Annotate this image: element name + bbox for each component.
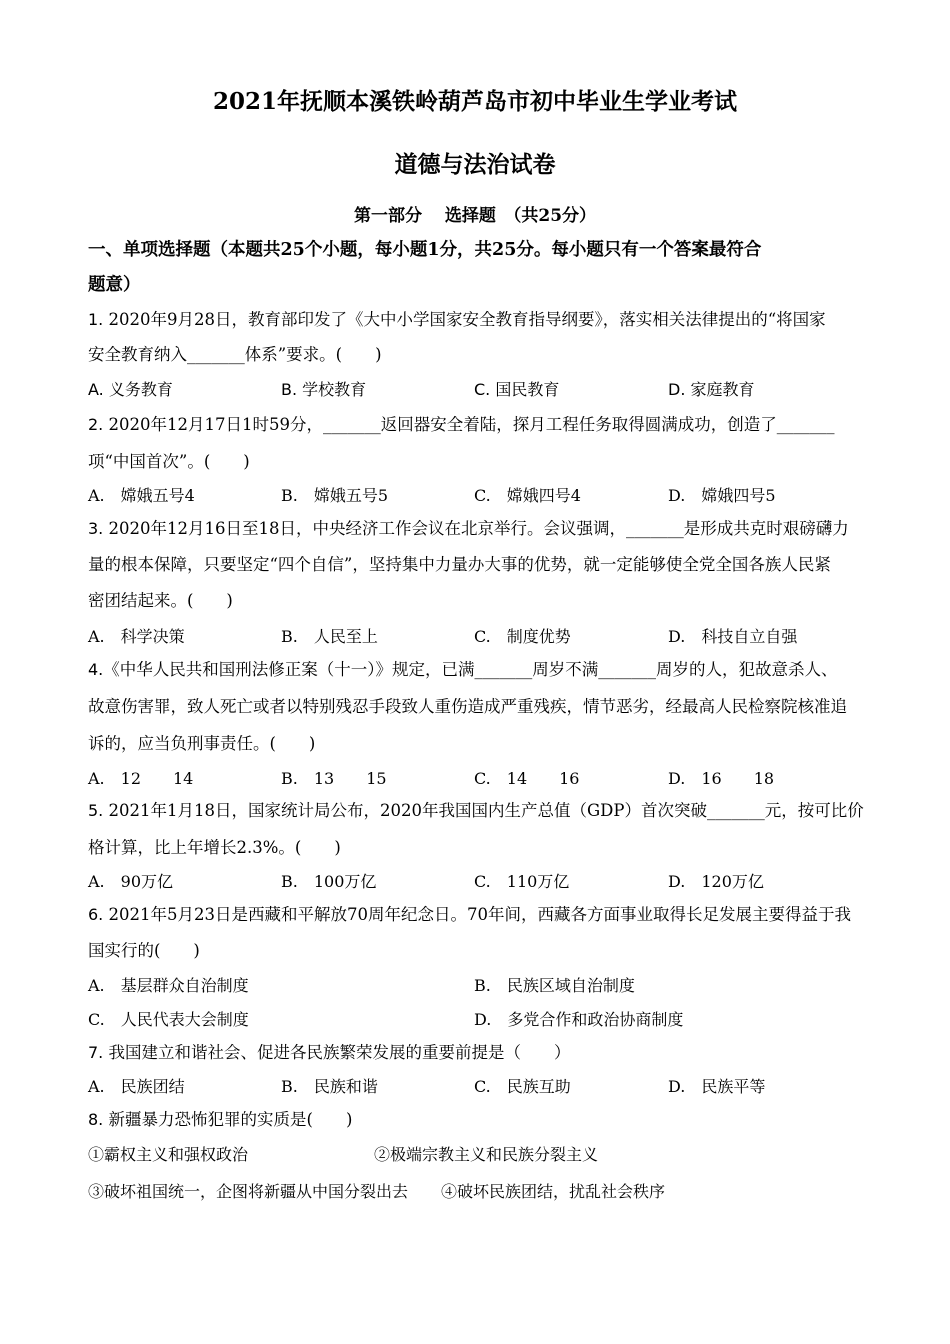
question-number: 5. bbox=[88, 801, 104, 820]
q7-option-d[interactable]: D. 民族平等 bbox=[668, 1077, 766, 1096]
question-3-line-3: 密团结起来。( ) bbox=[88, 591, 233, 610]
q4-option-a[interactable]: A. 12 14 bbox=[88, 769, 194, 788]
question-number: 2. bbox=[88, 415, 104, 434]
q4-option-d[interactable]: D. 16 18 bbox=[668, 769, 775, 788]
question-1-line-2: 安全教育纳入_______体系”要求。( ) bbox=[88, 345, 382, 364]
question-text: 《中华人民共和国刑法修正案（十一）》规定，已满_______周岁不满_______周岁的人，犯故意杀人、 bbox=[103, 660, 838, 679]
question-number: 6. bbox=[88, 905, 104, 924]
q3-option-d[interactable]: D. 科技自立自强 bbox=[668, 627, 798, 646]
q7-option-b[interactable]: B. 民族和谐 bbox=[281, 1077, 378, 1096]
q2-option-c[interactable]: C. 嫦娥四号4 bbox=[474, 486, 581, 505]
q6-option-d[interactable]: D. 多党合作和政治协商制度 bbox=[474, 1010, 684, 1029]
question-6 bbox=[88, 905, 851, 925]
question-text: 2021年1月18日，国家统计局公布，2020年我国国内生产总值（GDP）首次突破_______元，按可比价 bbox=[103, 801, 864, 820]
q5-option-c[interactable]: C. 110万亿 bbox=[474, 872, 570, 891]
instructions-line-2: 题意） bbox=[88, 275, 141, 295]
q5-option-d[interactable]: D. 120万亿 bbox=[668, 872, 764, 891]
q1-option-a[interactable]: A. 义务教育 bbox=[88, 380, 173, 399]
question-number: 8. bbox=[88, 1110, 104, 1129]
q3-option-b[interactable]: B. 人民至上 bbox=[281, 627, 378, 646]
question-4-line-2: 故意伤害罪，致人死亡或者以特别残忍手段致人重伤造成严重残疾，情节恶劣，经最高人民检察院核准追 bbox=[88, 697, 847, 716]
q2-option-a[interactable]: A. 嫦娥五号4 bbox=[88, 486, 195, 505]
q4-option-b[interactable]: B. 13 15 bbox=[281, 769, 387, 788]
q2-option-b[interactable]: B. 嫦娥五号5 bbox=[281, 486, 389, 505]
q7-option-c[interactable]: C. 民族互助 bbox=[474, 1077, 571, 1096]
question-5-line-2: 格计算，比上年增长2.3%。( ) bbox=[88, 838, 341, 857]
question-5 bbox=[88, 801, 864, 821]
question-number: 3. bbox=[88, 519, 104, 538]
question-2 bbox=[88, 415, 835, 435]
question-4-line-3: 诉的，应当负刑事责任。( ) bbox=[88, 734, 316, 753]
q8-statement-2: ②极端宗教主义和民族分裂主义 bbox=[374, 1145, 599, 1164]
question-text: 2020年9月28日，教育部印发了《大中小学国家安全教育指导纲要》，落实相关法律提出的“将国家 bbox=[103, 310, 826, 329]
question-text: 2020年12月16日至18日，中央经济工作会议在北京举行。会议强调，_______是形成共克时艰磅礴力 bbox=[103, 519, 849, 538]
q3-option-c[interactable]: C. 制度优势 bbox=[474, 627, 571, 646]
question-2-line-2: 项“中国首次”。( ) bbox=[88, 452, 250, 471]
question-6-line-2: 国实行的( ) bbox=[88, 941, 200, 960]
question-number: 7. bbox=[88, 1043, 104, 1062]
exam-subject-title: 道德与法治试卷 bbox=[394, 151, 556, 178]
q2-option-d[interactable]: D. 嫦娥四号5 bbox=[668, 486, 776, 505]
q1-option-c[interactable]: C. 国民教育 bbox=[474, 380, 560, 399]
q4-option-c[interactable]: C. 14 16 bbox=[474, 769, 580, 788]
q8-statement-1: ①霸权主义和强权政治 bbox=[88, 1145, 249, 1164]
question-text: 2021年5月23日是西藏和平解放70周年纪念日。70年间，西藏各方面事业取得长足发展主要得益于我 bbox=[103, 905, 851, 924]
question-4 bbox=[88, 660, 838, 680]
q6-option-c[interactable]: C. 人民代表大会制度 bbox=[88, 1010, 249, 1029]
question-1 bbox=[88, 310, 826, 330]
q8-statement-4: ④破坏民族团结，扰乱社会秩序 bbox=[441, 1182, 666, 1201]
question-text: 新疆暴力恐怖犯罪的实质是( ) bbox=[103, 1110, 353, 1129]
question-3-line-2: 量的根本保障，只要坚定“四个自信”，坚持集中力量办大事的优势，就一定能够使全党全国各族人民紧 bbox=[88, 555, 831, 574]
question-3 bbox=[88, 519, 849, 539]
q7-option-a[interactable]: A. 民族团结 bbox=[88, 1077, 185, 1096]
exam-title: 2021年抚顺本溪铁岭葫芦岛市初中毕业生学业考试 bbox=[212, 88, 737, 115]
q3-option-a[interactable]: A. 科学决策 bbox=[88, 627, 185, 646]
question-7 bbox=[88, 1043, 571, 1063]
question-text: 2020年12月17日1时59分，_______返回器安全着陆，探月工程任务取得圆满成功，创造了_______ bbox=[103, 415, 835, 434]
q1-option-d[interactable]: D. 家庭教育 bbox=[668, 380, 755, 399]
q6-option-b[interactable]: B. 民族区域自治制度 bbox=[474, 976, 635, 995]
q6-option-a[interactable]: A. 基层群众自治制度 bbox=[88, 976, 249, 995]
question-text: 我国建立和谐社会、促进各民族繁荣发展的重要前提是（ ） bbox=[103, 1043, 571, 1062]
q1-option-b[interactable]: B. 学校教育 bbox=[281, 380, 367, 399]
q8-statement-3: ③破坏祖国统一，企图将新疆从中国分裂出去 bbox=[88, 1182, 409, 1201]
q5-option-a[interactable]: A. 90万亿 bbox=[88, 872, 174, 891]
question-number: 1. bbox=[88, 310, 104, 329]
question-8 bbox=[88, 1110, 352, 1130]
part-heading: 第一部分 选择题 （共25分） bbox=[353, 206, 597, 226]
question-number: 4. bbox=[88, 660, 104, 679]
instructions-line-1: 一、单项选择题（本题共25个小题，每小题1分，共25分。每小题只有一个答案最符合 bbox=[88, 240, 762, 260]
q5-option-b[interactable]: B. 100万亿 bbox=[281, 872, 377, 891]
